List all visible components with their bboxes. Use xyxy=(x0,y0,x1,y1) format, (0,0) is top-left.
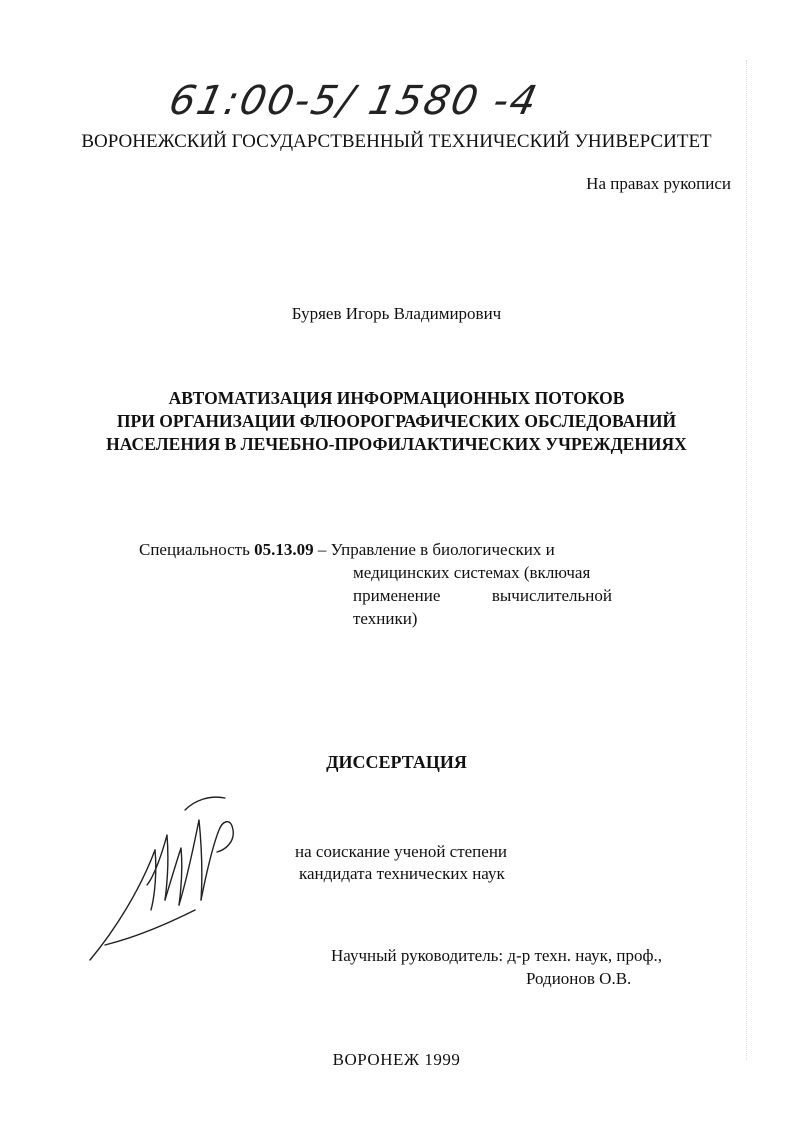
archive-number-handwritten: 61:00-5/ 1580 -4 xyxy=(165,78,543,124)
scan-margin-line xyxy=(746,60,747,1060)
specialty-line-2: медицинских системах (включая xyxy=(353,563,591,582)
specialty-code: 05.13.09 xyxy=(254,540,314,559)
specialty-line-3 xyxy=(353,586,612,606)
document-type: ДИССЕРТАЦИЯ xyxy=(326,752,467,772)
university-name: ВОРОНЕЖСКИЙ ГОСУДАРСТВЕННЫЙ ТЕХНИЧЕСКИЙ УНИВЕРСИТЕТ xyxy=(81,131,712,152)
manuscript-rights: На правах рукописи xyxy=(586,174,731,193)
title-line-2: ПРИ ОРГАНИЗАЦИИ ФЛЮОРОГРАФИЧЕСКИХ ОБСЛЕДОВАНИЙ xyxy=(116,411,677,431)
specialty-line-3-left: применение xyxy=(353,586,441,605)
city-year: ВОРОНЕЖ 1999 xyxy=(332,1050,461,1069)
author-name: Буряев Игорь Владимирович xyxy=(291,304,502,323)
specialty-line-4: техники) xyxy=(353,609,418,628)
specialty-line-3-right: вычислительной xyxy=(491,586,612,605)
specialty-label: Специальность xyxy=(139,540,250,559)
signature-image xyxy=(85,790,255,970)
supervisor-name: Родионов О.В. xyxy=(526,969,632,988)
specialty-desc-1: – Управление в биологических и xyxy=(317,540,555,559)
specialty-line-1 xyxy=(139,540,555,560)
title-line-1: АВТОМАТИЗАЦИЯ ИНФОРМАЦИОННЫХ ПОТОКОВ xyxy=(168,388,625,408)
title-line-3: НАСЕЛЕНИЯ В ЛЕЧЕБНО-ПРОФИЛАКТИЧЕСКИХ УЧРЕЖДЕНИЯХ xyxy=(106,434,687,454)
degree-line-1: на соискание ученой степени xyxy=(295,842,508,861)
degree-line-2: кандидата технических наук xyxy=(299,864,505,883)
supervisor-line-1: Научный руководитель: д-р техн. наук, проф., xyxy=(331,946,662,965)
